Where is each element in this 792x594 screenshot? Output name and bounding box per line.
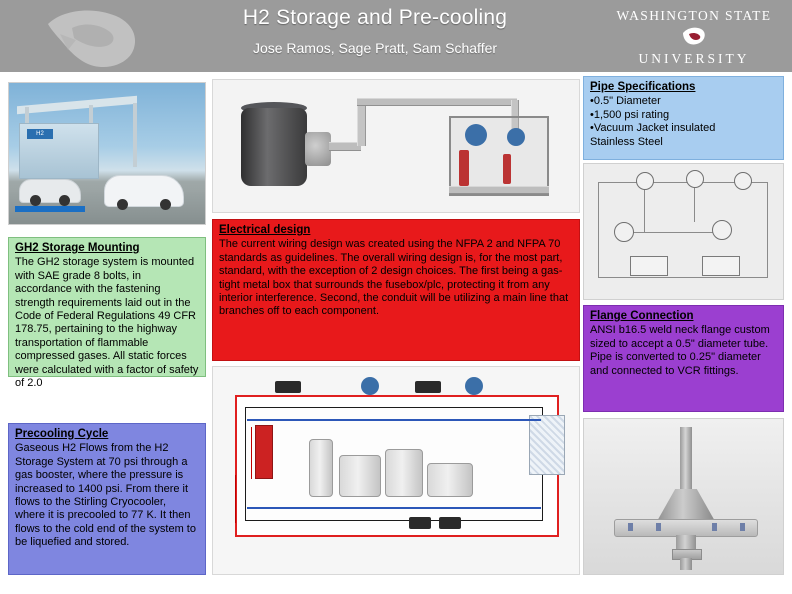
- wheel: [30, 195, 41, 206]
- schematic-component: [630, 256, 668, 276]
- canopy-post: [133, 103, 137, 167]
- flange-bolt-hole: [740, 523, 745, 531]
- schematic-node: [734, 172, 752, 190]
- pipe-spec-item: •Vacuum Jacket insulated: [590, 122, 716, 135]
- red-component: [459, 150, 469, 186]
- equipment-top-view: [275, 381, 301, 393]
- red-tank: [255, 425, 273, 479]
- red-component: [503, 154, 511, 184]
- schematic-node: [686, 170, 704, 188]
- gh2-storage-mounting-title: GH2 Storage Mounting: [15, 242, 140, 254]
- wheel: [160, 199, 171, 210]
- equipment-block: [339, 455, 381, 497]
- equipment-base: [409, 517, 431, 529]
- pipe-spec-item: •1,500 psi rating: [590, 108, 670, 121]
- electrical-design-body: The current wiring design was created using the NFPA 2 and NFPA 70 standards as guidelines. The overall wiring design is, for the most part, standard, with the exception of 2 design choices. The first being a gas-tight metal box that surrounds the fusebox/plc, protecting it from any interior interference. Second, the conduit will be utilizing a main line that branches off to each component.: [219, 238, 569, 318]
- blue-component: [465, 124, 487, 146]
- equipment-block: [427, 463, 473, 497]
- hatched-panel: [529, 415, 565, 475]
- wheel: [117, 199, 128, 210]
- flange-outlet: [676, 535, 696, 549]
- cougar-head-logo: [42, 4, 152, 72]
- flange-tube: [680, 427, 692, 493]
- pipe-spec-item: •0.5" Diameter: [590, 95, 661, 108]
- flange-bolt-hole: [628, 523, 633, 531]
- dimension-marker: [235, 475, 236, 523]
- facility-layout-image: [212, 366, 580, 575]
- wsu-cougar-icon: [681, 25, 707, 49]
- schematic-node: [712, 220, 732, 240]
- flange-connection-title: Flange Connection: [590, 310, 694, 322]
- equipment-top-view: [415, 381, 441, 393]
- flange-bolt-hole: [712, 523, 717, 531]
- foreground-vehicle: [104, 175, 184, 207]
- electrical-design-title: Electrical design: [219, 224, 311, 236]
- flange-bolt-hole: [656, 523, 661, 531]
- pipe-spec-trailing: Stainless Steel: [590, 135, 663, 148]
- flange-connection-body: ANSI b16.5 weld neck flange custom sized to accept a 0.5" diameter tube. Pipe is converted to 0.25" diameter and connected to VCR fittings.: [590, 324, 770, 377]
- university-branding: [604, 8, 784, 67]
- storage-tank: [241, 108, 307, 186]
- wiring-schematic-image: [583, 163, 784, 300]
- schematic-component: [702, 256, 740, 276]
- schematic-wire: [767, 182, 768, 278]
- university-name-line1: WASHINGTON STATE: [616, 8, 772, 23]
- schematic-wire: [598, 277, 768, 278]
- fuel-station-image: [8, 82, 206, 225]
- tank-flange: [305, 132, 331, 166]
- equipment-block: [385, 449, 423, 497]
- flange-render-image: [583, 418, 784, 575]
- university-name-line2: UNIVERSITY: [638, 51, 750, 66]
- schematic-node: [614, 222, 634, 242]
- pipe-specifications-list: [590, 95, 777, 135]
- schematic-wire: [694, 182, 695, 222]
- poster-header: [0, 0, 792, 72]
- pipe-specifications-title: Pipe Specifications: [590, 81, 696, 93]
- wheel: [59, 195, 70, 206]
- pipe-segment: [357, 100, 366, 146]
- pipe-run-horizontal: [357, 98, 517, 106]
- station-canopy: [17, 96, 137, 114]
- schematic-wire: [598, 182, 599, 278]
- schematic-wire: [624, 232, 724, 233]
- equipment-base: [439, 517, 461, 529]
- gh2-storage-mounting-body: The GH2 storage system is mounted with SAE grade 8 bolts, in accordance with the fastening strength requirements laid out in the Code of Federal Regulations 49 CFR 178.75, pertaining to the highway transportation of flammable compressed gases. All static forces were calculated with a factor of safety of 2.0: [15, 256, 199, 390]
- pipe-specifications-textbox: [583, 76, 784, 160]
- station-blue-accent: [15, 206, 85, 212]
- page-title: H2 Storage and Pre-cooling: [242, 6, 508, 29]
- blue-component: [361, 377, 379, 395]
- gh2-storage-mounting-textbox: [8, 237, 206, 390]
- station-sign: H2: [27, 129, 53, 139]
- schematic-node: [636, 172, 654, 190]
- dimension-line: [247, 419, 541, 421]
- blue-component: [465, 377, 483, 395]
- precooling-cycle-textbox: [8, 423, 206, 575]
- dimension-line: [247, 507, 541, 509]
- electrical-design-textbox: [212, 219, 580, 361]
- precooling-cycle-title: Precooling Cycle: [15, 428, 109, 440]
- precooling-cycle-body: Gaseous H2 Flows from the H2 Storage System at 70 psi through a gas booster, where the pressure is increased to 1400 psi. From there it flows to the Stirling Cryocooler, where it is precooled to 77 K. It then flows to the cold end of the system to be liquefied and stored.: [15, 442, 196, 549]
- flange-connection-textbox: [583, 305, 784, 412]
- author-list: Jose Ramos, Sage Pratt, Sam Schaffer: [252, 40, 498, 56]
- vertical-tank: [309, 439, 333, 497]
- blue-component: [507, 128, 525, 146]
- background-vehicle: [19, 179, 81, 203]
- frame-base: [449, 186, 549, 194]
- dimension-marker: [251, 427, 252, 479]
- fitting-tip: [680, 558, 692, 570]
- cad-top-image: [212, 79, 580, 213]
